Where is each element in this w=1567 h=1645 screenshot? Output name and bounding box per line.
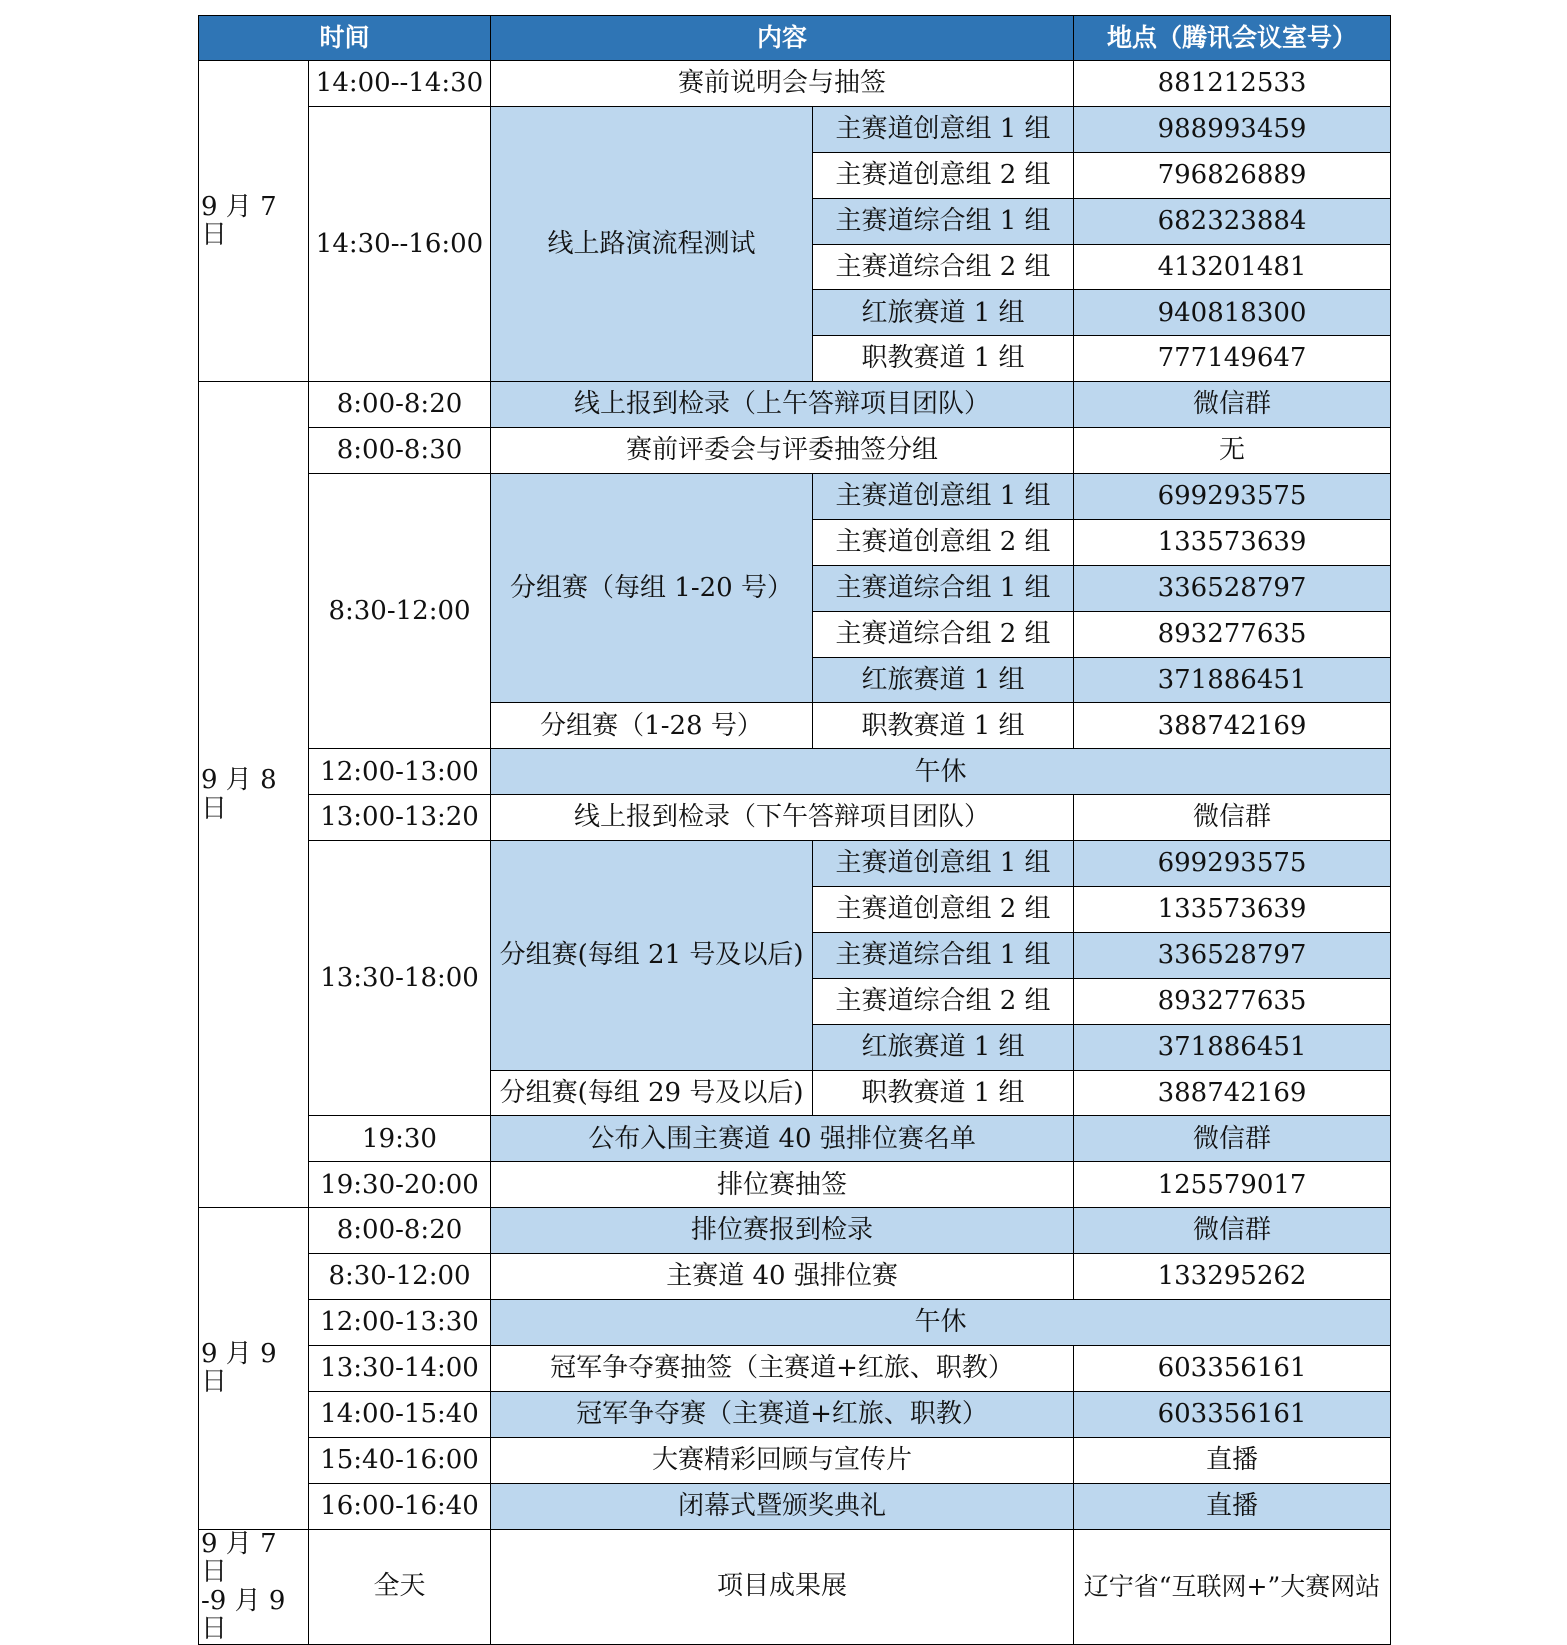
location-cell: 893277635 (1074, 611, 1391, 657)
content-cell: 闭幕式暨颁奖典礼 (491, 1483, 1074, 1529)
location-cell: 388742169 (1074, 1070, 1391, 1116)
location-cell: 777149647 (1074, 336, 1391, 382)
time-cell: 全天 (309, 1529, 491, 1644)
time-cell: 8:00-8:20 (309, 382, 491, 428)
time-cell: 8:30-12:00 (309, 1254, 491, 1300)
time-cell: 8:00-8:30 (309, 428, 491, 474)
group-cell: 主赛道综合组 1 组 (813, 198, 1074, 244)
content-cell: 午休 (491, 749, 1391, 795)
group-cell: 主赛道综合组 1 组 (813, 565, 1074, 611)
location-cell: 125579017 (1074, 1162, 1391, 1208)
location-cell: 988993459 (1074, 106, 1391, 152)
group-cell: 主赛道综合组 2 组 (813, 978, 1074, 1024)
location-cell: 603356161 (1074, 1345, 1391, 1391)
group-cell: 主赛道创意组 2 组 (813, 152, 1074, 198)
time-cell: 19:30-20:00 (309, 1162, 491, 1208)
table-row (199, 795, 1391, 841)
group-cell: 主赛道创意组 2 组 (813, 887, 1074, 933)
time-cell: 16:00-16:40 (309, 1483, 491, 1529)
time-cell: 12:00-13:30 (309, 1300, 491, 1346)
location-cell: 直播 (1074, 1483, 1391, 1529)
time-cell: 14:30--16:00 (309, 106, 491, 381)
group-cell: 主赛道综合组 2 组 (813, 611, 1074, 657)
content-cell: 赛前评委会与评委抽签分组 (491, 428, 1074, 474)
location-cell: 无 (1074, 428, 1391, 474)
location-cell: 940818300 (1074, 290, 1391, 336)
location-cell: 133573639 (1074, 519, 1391, 565)
location-cell: 603356161 (1074, 1391, 1391, 1437)
location-cell: 133573639 (1074, 887, 1391, 933)
content-cell: 赛前说明会与抽签 (491, 61, 1074, 107)
location-cell: 辽宁省“互联网+”大赛网站 (1074, 1529, 1391, 1644)
table-row (199, 1437, 1391, 1483)
table-row (199, 1254, 1391, 1300)
location-cell: 微信群 (1074, 1116, 1391, 1162)
date-range-end: -9 月 9 日 (201, 1585, 286, 1645)
location-cell: 682323884 (1074, 198, 1391, 244)
time-cell: 19:30 (309, 1116, 491, 1162)
location-cell: 微信群 (1074, 795, 1391, 841)
table-header-row (199, 16, 1391, 61)
location-cell: 881212533 (1074, 61, 1391, 107)
time-cell: 8:30-12:00 (309, 474, 491, 749)
location-cell: 371886451 (1074, 657, 1391, 703)
table-row (199, 1208, 1391, 1254)
content-cell: 线上报到检录（上午答辩项目团队） (491, 382, 1074, 428)
content-cell: 分组赛（每组 1-20 号） (491, 474, 813, 703)
content-cell: 冠军争夺赛（主赛道+红旅、职教） (491, 1391, 1074, 1437)
content-cell: 排位赛抽签 (491, 1162, 1074, 1208)
content-cell: 公布入围主赛道 40 强排位赛名单 (491, 1116, 1074, 1162)
table-row (199, 1391, 1391, 1437)
date-cell: 9 月 7 日 (199, 61, 309, 382)
time-cell: 8:00-8:20 (309, 1208, 491, 1254)
location-cell: 893277635 (1074, 978, 1391, 1024)
location-cell: 413201481 (1074, 244, 1391, 290)
content-cell: 分组赛(每组 29 号及以后) (491, 1070, 813, 1116)
group-cell: 主赛道创意组 1 组 (813, 474, 1074, 520)
location-cell: 699293575 (1074, 841, 1391, 887)
content-cell: 线上报到检录（下午答辩项目团队） (491, 795, 1074, 841)
location-cell: 336528797 (1074, 932, 1391, 978)
table-row (199, 106, 1391, 152)
group-cell: 主赛道综合组 1 组 (813, 932, 1074, 978)
table-row (199, 841, 1391, 887)
table-row (199, 1162, 1391, 1208)
content-cell: 主赛道 40 强排位赛 (491, 1254, 1074, 1300)
group-cell: 红旅赛道 1 组 (813, 1024, 1074, 1070)
date-cell: 9 月 9 日 (199, 1208, 309, 1529)
content-cell: 分组赛(每组 21 号及以后) (491, 841, 813, 1070)
time-cell: 13:30-18:00 (309, 841, 491, 1116)
location-cell: 直播 (1074, 1437, 1391, 1483)
table-row (199, 1116, 1391, 1162)
table-row (199, 1529, 1391, 1644)
group-cell: 主赛道创意组 1 组 (813, 106, 1074, 152)
group-cell: 主赛道创意组 1 组 (813, 841, 1074, 887)
content-cell: 冠军争夺赛抽签（主赛道+红旅、职教） (491, 1345, 1074, 1391)
location-cell: 133295262 (1074, 1254, 1391, 1300)
location-cell: 796826889 (1074, 152, 1391, 198)
group-cell: 主赛道创意组 2 组 (813, 519, 1074, 565)
location-cell: 336528797 (1074, 565, 1391, 611)
group-cell: 主赛道综合组 2 组 (813, 244, 1074, 290)
time-cell: 12:00-13:00 (309, 749, 491, 795)
location-cell: 微信群 (1074, 1208, 1391, 1254)
location-cell: 371886451 (1074, 1024, 1391, 1070)
time-cell: 13:30-14:00 (309, 1345, 491, 1391)
table-row (199, 428, 1391, 474)
table-row (199, 474, 1391, 520)
group-cell: 职教赛道 1 组 (813, 336, 1074, 382)
time-cell: 14:00--14:30 (309, 61, 491, 107)
group-cell: 职教赛道 1 组 (813, 1070, 1074, 1116)
schedule-table (198, 15, 1391, 1645)
group-cell: 红旅赛道 1 组 (813, 657, 1074, 703)
table-row (199, 1300, 1391, 1346)
time-cell: 13:00-13:20 (309, 795, 491, 841)
content-cell: 排位赛报到检录 (491, 1208, 1074, 1254)
date-range-start: 9 月 7 日 (201, 1529, 277, 1588)
time-cell: 14:00-15:40 (309, 1391, 491, 1437)
group-cell: 红旅赛道 1 组 (813, 290, 1074, 336)
location-cell: 微信群 (1074, 382, 1391, 428)
content-cell: 大赛精彩回顾与宣传片 (491, 1437, 1074, 1483)
header-time: 时间 (199, 16, 491, 61)
content-cell: 分组赛（1-28 号） (491, 703, 813, 749)
content-cell: 线上路演流程测试 (491, 106, 813, 381)
header-location: 地点（腾讯会议室号） (1074, 16, 1391, 61)
date-range-cell (199, 1529, 309, 1644)
content-cell: 项目成果展 (491, 1529, 1074, 1644)
table-row (199, 61, 1391, 107)
time-cell: 15:40-16:00 (309, 1437, 491, 1483)
table-row (199, 749, 1391, 795)
table-row (199, 382, 1391, 428)
location-cell: 388742169 (1074, 703, 1391, 749)
table-row (199, 1483, 1391, 1529)
group-cell: 职教赛道 1 组 (813, 703, 1074, 749)
date-cell: 9 月 8 日 (199, 382, 309, 1208)
header-content: 内容 (491, 16, 1074, 61)
location-cell: 699293575 (1074, 474, 1391, 520)
content-cell: 午休 (491, 1300, 1391, 1346)
table-row (199, 1345, 1391, 1391)
